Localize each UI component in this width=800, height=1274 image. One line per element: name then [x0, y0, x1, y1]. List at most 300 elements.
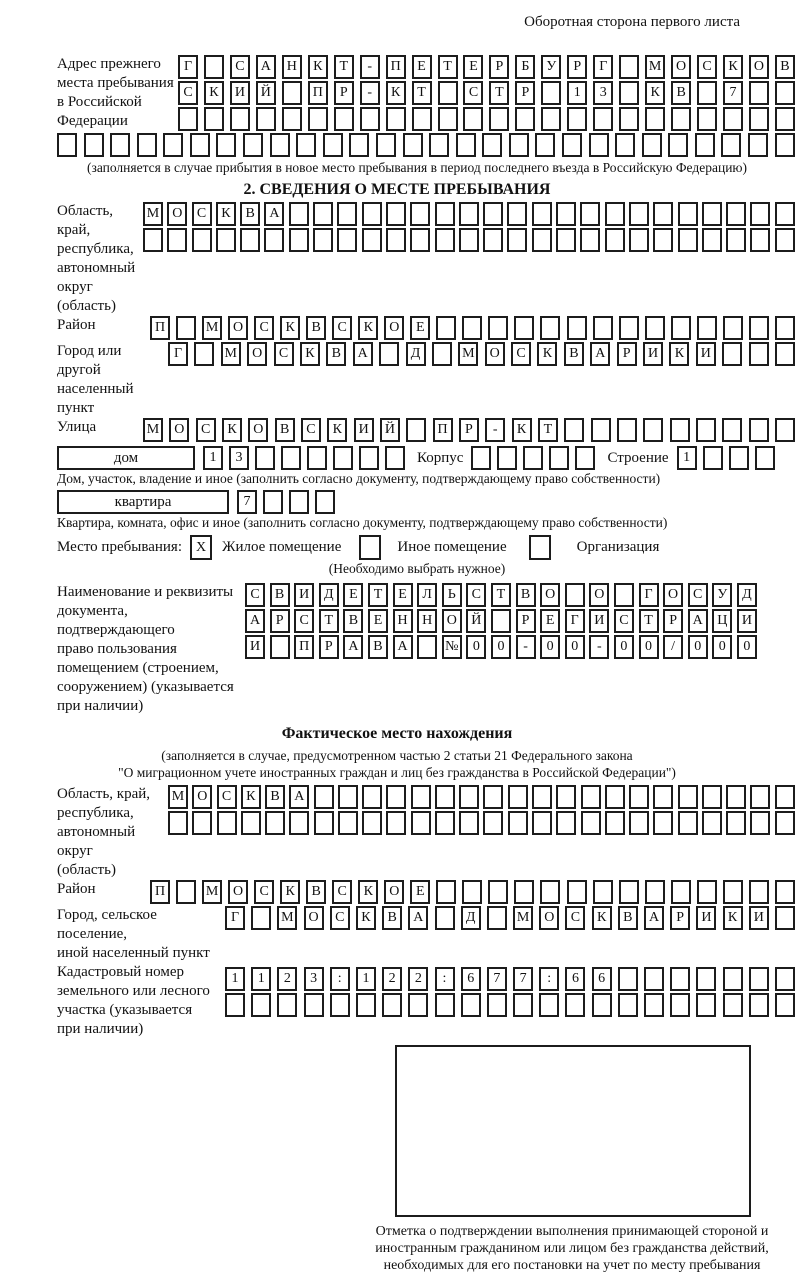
char-cell	[541, 81, 561, 105]
char-cell	[194, 342, 214, 366]
char-cell	[539, 993, 559, 1017]
char-cell: А	[245, 609, 265, 633]
char-cell: П	[150, 316, 170, 340]
char-cell: О	[167, 202, 187, 226]
char-cell	[411, 785, 431, 809]
char-cell: 6	[565, 967, 585, 991]
char-cell: У	[541, 55, 561, 79]
char-cell	[605, 785, 625, 809]
char-cell	[653, 811, 673, 835]
char-cell: С	[274, 342, 294, 366]
char-cell: 3	[593, 81, 613, 105]
char-cell: А	[289, 785, 309, 809]
char-cell	[589, 133, 609, 157]
char-cell	[435, 202, 455, 226]
char-cell	[167, 228, 187, 252]
prev-address-note: (заполняется в случае прибытия в новое место пребывания в период последнего въезда в Российскую Федерацию)	[86, 160, 748, 175]
char-cell: Р	[663, 609, 683, 633]
char-cell	[722, 418, 742, 442]
char-cell	[406, 418, 426, 442]
region-label: Область, край, республика, автономный округ (область)	[57, 203, 136, 314]
char-cell: О	[192, 785, 212, 809]
char-cell	[289, 811, 309, 835]
char-cell	[386, 785, 406, 809]
char-cell: Е	[463, 55, 483, 79]
char-cell: О	[749, 55, 769, 79]
char-cell: П	[294, 635, 314, 659]
char-cell	[497, 446, 517, 470]
house-caption: Дом, участок, владение и иное (заполнить согласно документу, подтверждающему право собственности)	[57, 471, 661, 486]
char-cell: В	[306, 316, 326, 340]
char-cell	[225, 993, 245, 1017]
char-cell	[362, 785, 382, 809]
char-cell: :	[539, 967, 559, 991]
char-cell	[482, 133, 502, 157]
char-cell: Т	[491, 583, 511, 607]
char-cell: П	[308, 81, 328, 105]
char-cell: В	[343, 609, 363, 633]
char-cell	[629, 202, 649, 226]
char-cell	[323, 133, 343, 157]
char-cell	[755, 446, 775, 470]
char-cell: С	[217, 785, 237, 809]
char-cell: Р	[489, 55, 509, 79]
char-cell: 1	[251, 967, 271, 991]
street-label: Улица	[57, 419, 97, 435]
char-cell: И	[354, 418, 374, 442]
char-cell: К	[308, 55, 328, 79]
char-cell: 0	[639, 635, 659, 659]
char-cell: Р	[670, 906, 690, 930]
char-cell: П	[386, 55, 406, 79]
char-cell: И	[230, 81, 250, 105]
char-cell: Г	[639, 583, 659, 607]
char-cell	[750, 785, 770, 809]
char-cell: К	[222, 418, 242, 442]
char-cell	[515, 107, 535, 131]
char-cell	[750, 228, 770, 252]
stay-type-row	[57, 535, 795, 560]
street-row	[143, 418, 795, 442]
stay-type-option-organization: Организация	[576, 539, 660, 555]
actual-city-group	[57, 906, 795, 963]
char-cell: 1	[203, 446, 223, 470]
char-cell: Г	[168, 342, 188, 366]
house-box-label: дом	[57, 446, 195, 470]
char-cell	[386, 228, 406, 252]
char-cell	[334, 107, 354, 131]
char-cell: С	[192, 202, 212, 226]
char-cell: О	[671, 55, 691, 79]
char-cell	[471, 446, 491, 470]
char-cell	[702, 202, 722, 226]
char-cell: К	[280, 880, 300, 904]
char-cell: Д	[406, 342, 426, 366]
char-cell: О	[248, 418, 268, 442]
char-cell	[645, 880, 665, 904]
char-cell	[670, 993, 690, 1017]
char-cell	[265, 811, 285, 835]
char-cell: А	[264, 202, 284, 226]
char-cell	[412, 107, 432, 131]
char-cell	[748, 133, 768, 157]
char-cell	[564, 418, 584, 442]
char-cell: Р	[567, 55, 587, 79]
char-cell	[653, 785, 673, 809]
char-cell	[668, 133, 688, 157]
char-cell	[385, 446, 405, 470]
char-cell	[580, 202, 600, 226]
apartment-box-label: квартира	[57, 490, 229, 514]
char-cell	[702, 785, 722, 809]
char-cell: О	[169, 418, 189, 442]
char-cell	[619, 880, 639, 904]
char-cell	[645, 107, 665, 131]
char-cell	[697, 316, 717, 340]
char-cell: Т	[438, 55, 458, 79]
char-cell: Н	[417, 609, 437, 633]
char-cell	[556, 785, 576, 809]
char-cell	[775, 316, 795, 340]
char-cell	[670, 418, 690, 442]
char-cell	[749, 880, 769, 904]
char-cell	[438, 81, 458, 105]
char-cell	[487, 993, 507, 1017]
char-cell	[775, 228, 795, 252]
char-cell	[456, 133, 476, 157]
actual-region-label: Область, край, республика, автономный округ (область)	[57, 786, 151, 878]
char-cell	[697, 880, 717, 904]
char-cell	[289, 202, 309, 226]
char-cell	[338, 785, 358, 809]
char-cell: И	[643, 342, 663, 366]
char-cell	[549, 446, 569, 470]
char-cell: Д	[461, 906, 481, 930]
char-cell: В	[671, 81, 691, 105]
char-cell	[581, 811, 601, 835]
cadastre-row-2	[225, 993, 795, 1017]
char-cell	[556, 228, 576, 252]
char-cell	[483, 785, 503, 809]
char-cell: 7	[513, 967, 533, 991]
char-cell	[775, 107, 795, 131]
char-cell: Й	[380, 418, 400, 442]
char-cell	[176, 880, 196, 904]
char-cell	[110, 133, 130, 157]
char-cell	[488, 316, 508, 340]
char-cell	[671, 880, 691, 904]
char-cell	[697, 107, 717, 131]
char-cell	[84, 133, 104, 157]
char-cell	[307, 446, 327, 470]
char-cell: В	[265, 785, 285, 809]
char-cell: Р	[617, 342, 637, 366]
actual-region-group	[57, 785, 795, 880]
char-cell	[463, 107, 483, 131]
char-cell	[617, 418, 637, 442]
char-cell: -	[360, 81, 380, 105]
document-row-1	[245, 583, 757, 607]
char-cell: 7	[723, 81, 743, 105]
section3-note-line-1: (заполняется в случае, предусмотренном частью 2 статьи 21 Федерального закона	[161, 748, 633, 763]
actual-region-row-1	[168, 785, 795, 809]
char-cell	[461, 993, 481, 1017]
char-cell: О	[247, 342, 267, 366]
actual-region-row-2	[168, 811, 795, 835]
char-cell	[438, 107, 458, 131]
char-cell: 3	[304, 967, 324, 991]
actual-city-label: Город, сельское поселение, иной населенный пункт	[57, 907, 210, 961]
char-cell	[514, 316, 534, 340]
char-cell	[386, 107, 406, 131]
actual-district-row	[150, 880, 795, 904]
stroenie-label: Строение	[607, 449, 669, 466]
char-cell	[382, 993, 402, 1017]
char-cell: К	[327, 418, 347, 442]
char-cell	[775, 81, 795, 105]
char-cell	[483, 202, 503, 226]
char-cell: Д	[737, 583, 757, 607]
char-cell: М	[168, 785, 188, 809]
char-cell	[296, 133, 316, 157]
char-cell: Е	[410, 316, 430, 340]
char-cell: М	[202, 880, 222, 904]
char-cell: Л	[417, 583, 437, 607]
char-cell: К	[241, 785, 261, 809]
char-cell	[459, 202, 479, 226]
char-cell	[723, 107, 743, 131]
char-cell	[282, 107, 302, 131]
char-cell	[333, 446, 353, 470]
char-cell	[726, 785, 746, 809]
char-cell: 6	[461, 967, 481, 991]
char-cell	[459, 811, 479, 835]
char-cell	[723, 967, 743, 991]
char-cell	[567, 107, 587, 131]
char-cell: К	[592, 906, 612, 930]
char-cell: 1	[225, 967, 245, 991]
char-cell: Б	[515, 55, 535, 79]
char-cell: К	[386, 81, 406, 105]
stay-type-option-residential: Жилое помещение	[222, 539, 342, 555]
char-cell	[565, 993, 585, 1017]
char-cell: О	[228, 880, 248, 904]
char-cell	[304, 993, 324, 1017]
char-cell: 0	[491, 635, 511, 659]
char-cell: 0	[614, 635, 634, 659]
char-cell: П	[150, 880, 170, 904]
char-cell	[204, 55, 224, 79]
char-cell	[508, 811, 528, 835]
char-cell: С	[254, 880, 274, 904]
char-cell	[775, 342, 795, 366]
char-cell: Н	[393, 609, 413, 633]
char-cell: К	[669, 342, 689, 366]
char-cell: Т	[639, 609, 659, 633]
char-cell: К	[358, 880, 378, 904]
char-cell: А	[343, 635, 363, 659]
char-cell: В	[368, 635, 388, 659]
char-cell	[459, 785, 479, 809]
prev-address-overflow-row	[57, 133, 795, 157]
char-cell: С	[294, 609, 314, 633]
char-cell	[726, 228, 746, 252]
char-cell: С	[245, 583, 265, 607]
char-cell	[729, 446, 749, 470]
char-cell	[678, 811, 698, 835]
char-cell: 2	[408, 967, 428, 991]
char-cell: С	[688, 583, 708, 607]
char-cell	[775, 418, 795, 442]
char-cell: 0	[712, 635, 732, 659]
char-cell	[703, 446, 723, 470]
char-cell: 7	[487, 967, 507, 991]
char-cell: О	[540, 583, 560, 607]
char-cell: В	[306, 880, 326, 904]
char-cell	[491, 609, 511, 633]
char-cell	[243, 133, 263, 157]
char-cell: С	[332, 316, 352, 340]
char-cell	[523, 446, 543, 470]
char-cell: Т	[319, 609, 339, 633]
char-cell	[190, 133, 210, 157]
char-cell: О	[228, 316, 248, 340]
char-cell: К	[216, 202, 236, 226]
char-cell	[605, 228, 625, 252]
char-cell: Г	[593, 55, 613, 79]
char-cell	[540, 316, 560, 340]
char-cell: 2	[277, 967, 297, 991]
region-row-2	[143, 228, 795, 252]
char-cell: Г	[565, 609, 585, 633]
char-cell	[723, 880, 743, 904]
char-cell	[749, 316, 769, 340]
confirmation-stamp-box	[395, 1045, 751, 1217]
section3-title: Фактическое место нахождения	[281, 725, 513, 742]
char-cell	[429, 133, 449, 157]
char-cell: В	[382, 906, 402, 930]
char-cell: К	[512, 418, 532, 442]
char-cell	[241, 811, 261, 835]
char-cell	[629, 785, 649, 809]
char-cell: С	[565, 906, 585, 930]
char-cell	[593, 107, 613, 131]
char-cell: В	[618, 906, 638, 930]
char-cell: В	[775, 55, 795, 79]
char-cell: С	[511, 342, 531, 366]
char-cell: 0	[466, 635, 486, 659]
char-cell: С	[466, 583, 486, 607]
char-cell: Е	[368, 609, 388, 633]
document-label: Наименование и реквизиты документа, подтверждающего право пользования помещением (строением, сооружением) (указывается при наличии)	[57, 584, 234, 714]
char-cell: Т	[412, 81, 432, 105]
char-cell	[240, 228, 260, 252]
prev-address-row-2	[178, 81, 795, 105]
char-cell	[137, 133, 157, 157]
char-cell	[386, 811, 406, 835]
char-cell: С	[697, 55, 717, 79]
char-cell	[308, 107, 328, 131]
document-group	[57, 583, 795, 716]
char-cell	[338, 811, 358, 835]
char-cell	[619, 316, 639, 340]
char-cell: О	[442, 609, 462, 633]
actual-district-group	[57, 880, 795, 906]
char-cell	[605, 202, 625, 226]
char-cell	[462, 880, 482, 904]
char-cell	[775, 811, 795, 835]
char-cell	[775, 993, 795, 1017]
char-cell	[251, 906, 271, 930]
char-cell: Е	[412, 55, 432, 79]
apartment-cells	[237, 490, 335, 514]
char-cell: М	[458, 342, 478, 366]
char-cell: А	[408, 906, 428, 930]
char-cell: К	[356, 906, 376, 930]
char-cell	[507, 228, 527, 252]
char-cell: Р	[516, 609, 536, 633]
char-cell	[697, 81, 717, 105]
char-cell: -	[589, 635, 609, 659]
house-cells	[203, 446, 405, 470]
char-cell: И	[696, 342, 716, 366]
apartment-row	[57, 490, 795, 514]
char-cell	[541, 107, 561, 131]
char-cell	[593, 880, 613, 904]
char-cell	[615, 133, 635, 157]
char-cell	[277, 993, 297, 1017]
char-cell	[330, 993, 350, 1017]
char-cell: М	[277, 906, 297, 930]
char-cell	[532, 785, 552, 809]
char-cell	[775, 967, 795, 991]
actual-city-row	[225, 906, 795, 930]
char-cell	[168, 811, 188, 835]
char-cell	[575, 446, 595, 470]
char-cell	[629, 811, 649, 835]
char-cell: 0	[565, 635, 585, 659]
char-cell: И	[749, 906, 769, 930]
char-cell	[696, 967, 716, 991]
char-cell	[376, 133, 396, 157]
char-cell: О	[384, 880, 404, 904]
char-cell: 6	[592, 967, 612, 991]
char-cell	[702, 811, 722, 835]
city-group	[57, 342, 795, 418]
char-cell	[289, 490, 309, 514]
char-cell: В	[275, 418, 295, 442]
char-cell	[435, 993, 455, 1017]
char-cell	[653, 228, 673, 252]
char-cell: Р	[319, 635, 339, 659]
char-cell	[192, 228, 212, 252]
char-cell	[565, 583, 585, 607]
char-cell	[356, 993, 376, 1017]
char-cell: И	[245, 635, 265, 659]
char-cell: Й	[256, 81, 276, 105]
char-cell	[508, 785, 528, 809]
char-cell	[281, 446, 301, 470]
prev-address-label: Адрес прежнего места пребывания в Российской Федерации	[57, 56, 174, 129]
char-cell	[775, 785, 795, 809]
char-cell	[532, 228, 552, 252]
char-cell: М	[143, 418, 163, 442]
char-cell: С	[463, 81, 483, 105]
char-cell	[435, 811, 455, 835]
char-cell	[619, 107, 639, 131]
char-cell	[618, 967, 638, 991]
char-cell	[722, 342, 742, 366]
